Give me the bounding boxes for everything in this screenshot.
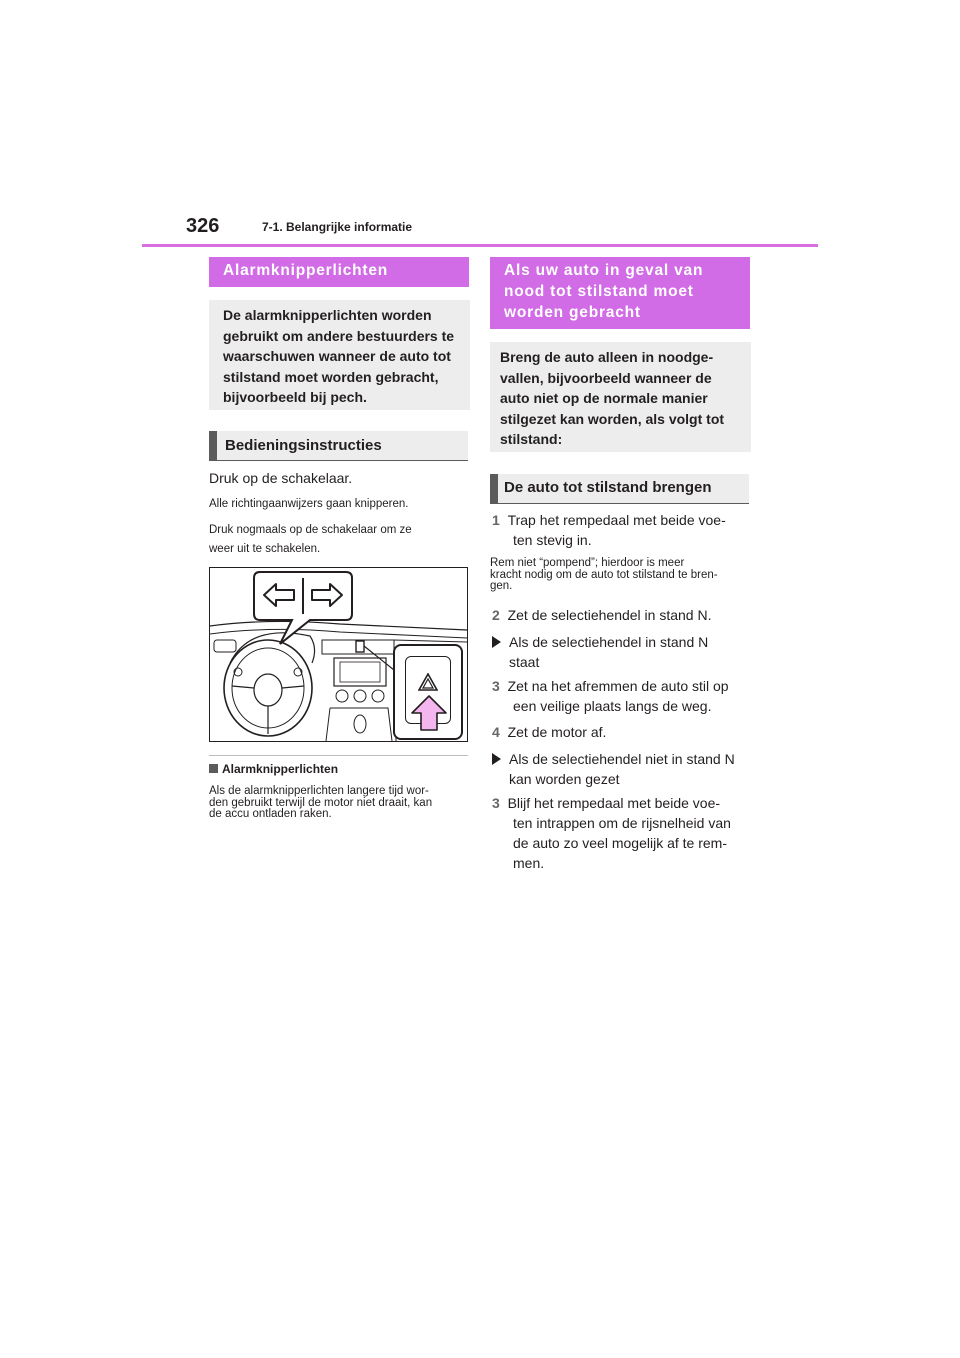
triangle-bullet-icon	[492, 753, 501, 765]
case-not-in-neutral: Als de selectiehendel niet in stand N kan worden gezet	[492, 749, 735, 789]
emergency-intro-panel: Breng de auto alleen in noodge- vallen, bijvoorbeeld wanneer de auto niet op de normale manier stilgezet kan worden, als volgt tot stilstand:	[490, 342, 751, 452]
note-body: Als de alarmknipperlichten langere tijd wor- den gebruikt terwijl de motor niet draait, kan de accu ontladen raken.	[209, 785, 433, 820]
section-title-alarmknipperlichten	[209, 257, 469, 287]
case-in-neutral: Als de selectiehendel in stand N staat	[492, 632, 708, 672]
step-4: 4 Zet de motor af.	[492, 724, 607, 740]
step-1-note: Rem niet “pompend”; hierdoor is meer kracht nodig om de auto tot stilstand te bren- gen.	[490, 557, 718, 592]
intro-panel	[209, 300, 470, 410]
triangle-bullet-icon	[492, 636, 501, 648]
header-rule	[142, 244, 818, 247]
intro-line: gebruikt om andere bestuurders te	[223, 327, 455, 344]
subsection-title-stop-car: De auto tot stilstand brengen	[490, 474, 749, 504]
subsection-title-bedieningsinstructies	[209, 431, 468, 461]
note-title: Alarmknipperlichten	[209, 762, 338, 776]
note-divider	[209, 755, 468, 756]
intro-line: De alarmknipperlichten worden	[223, 307, 432, 323]
hazard-switch-zoom	[393, 644, 463, 740]
right-arrow-icon	[310, 582, 344, 608]
dashboard-illustration	[209, 567, 468, 742]
instruction-press-again: Druk nogmaals op de schakelaar om ze weer uit te schakelen.	[209, 524, 412, 555]
intro-line: stilstand moet worden gebracht,	[223, 368, 439, 385]
instruction-press-switch: Druk op de schakelaar.	[209, 470, 353, 486]
intro-line: waarschuwen wanneer de auto tot	[223, 348, 451, 364]
hazard-triangle-icon	[418, 673, 438, 691]
square-bullet-icon	[209, 764, 218, 773]
step-3b: 3 Blijf het rempedaal met beide voe- ten intrappen om de rijsnelheid van de auto zo veel mogelijk af te rem- men.	[492, 795, 731, 871]
subsection-title-text: Bedieningsinstructies	[225, 437, 382, 454]
up-arrow-icon	[410, 694, 448, 732]
step-3a: 3 Zet na het afremmen de auto stil op een veilige plaats langs de weg.	[492, 678, 729, 714]
step-1: 1 Trap het rempedaal met beide voe- ten stevig in.	[492, 512, 726, 548]
step-2: 2 Zet de selectiehendel in stand N.	[492, 607, 712, 623]
section-title-emergency-stop: Als uw auto in geval van nood tot stilstand moet worden gebracht	[490, 257, 750, 329]
section-title-text: Alarmknipperlichten	[223, 262, 389, 279]
page-number: 326	[186, 215, 220, 237]
instruction-note: Alle richtingaanwijzers gaan knipperen.	[209, 498, 409, 510]
left-arrow-icon	[262, 582, 296, 608]
intro-line: bijvoorbeeld bij pech.	[223, 389, 367, 405]
chapter-title: 7-1. Belangrijke informatie	[262, 220, 413, 234]
